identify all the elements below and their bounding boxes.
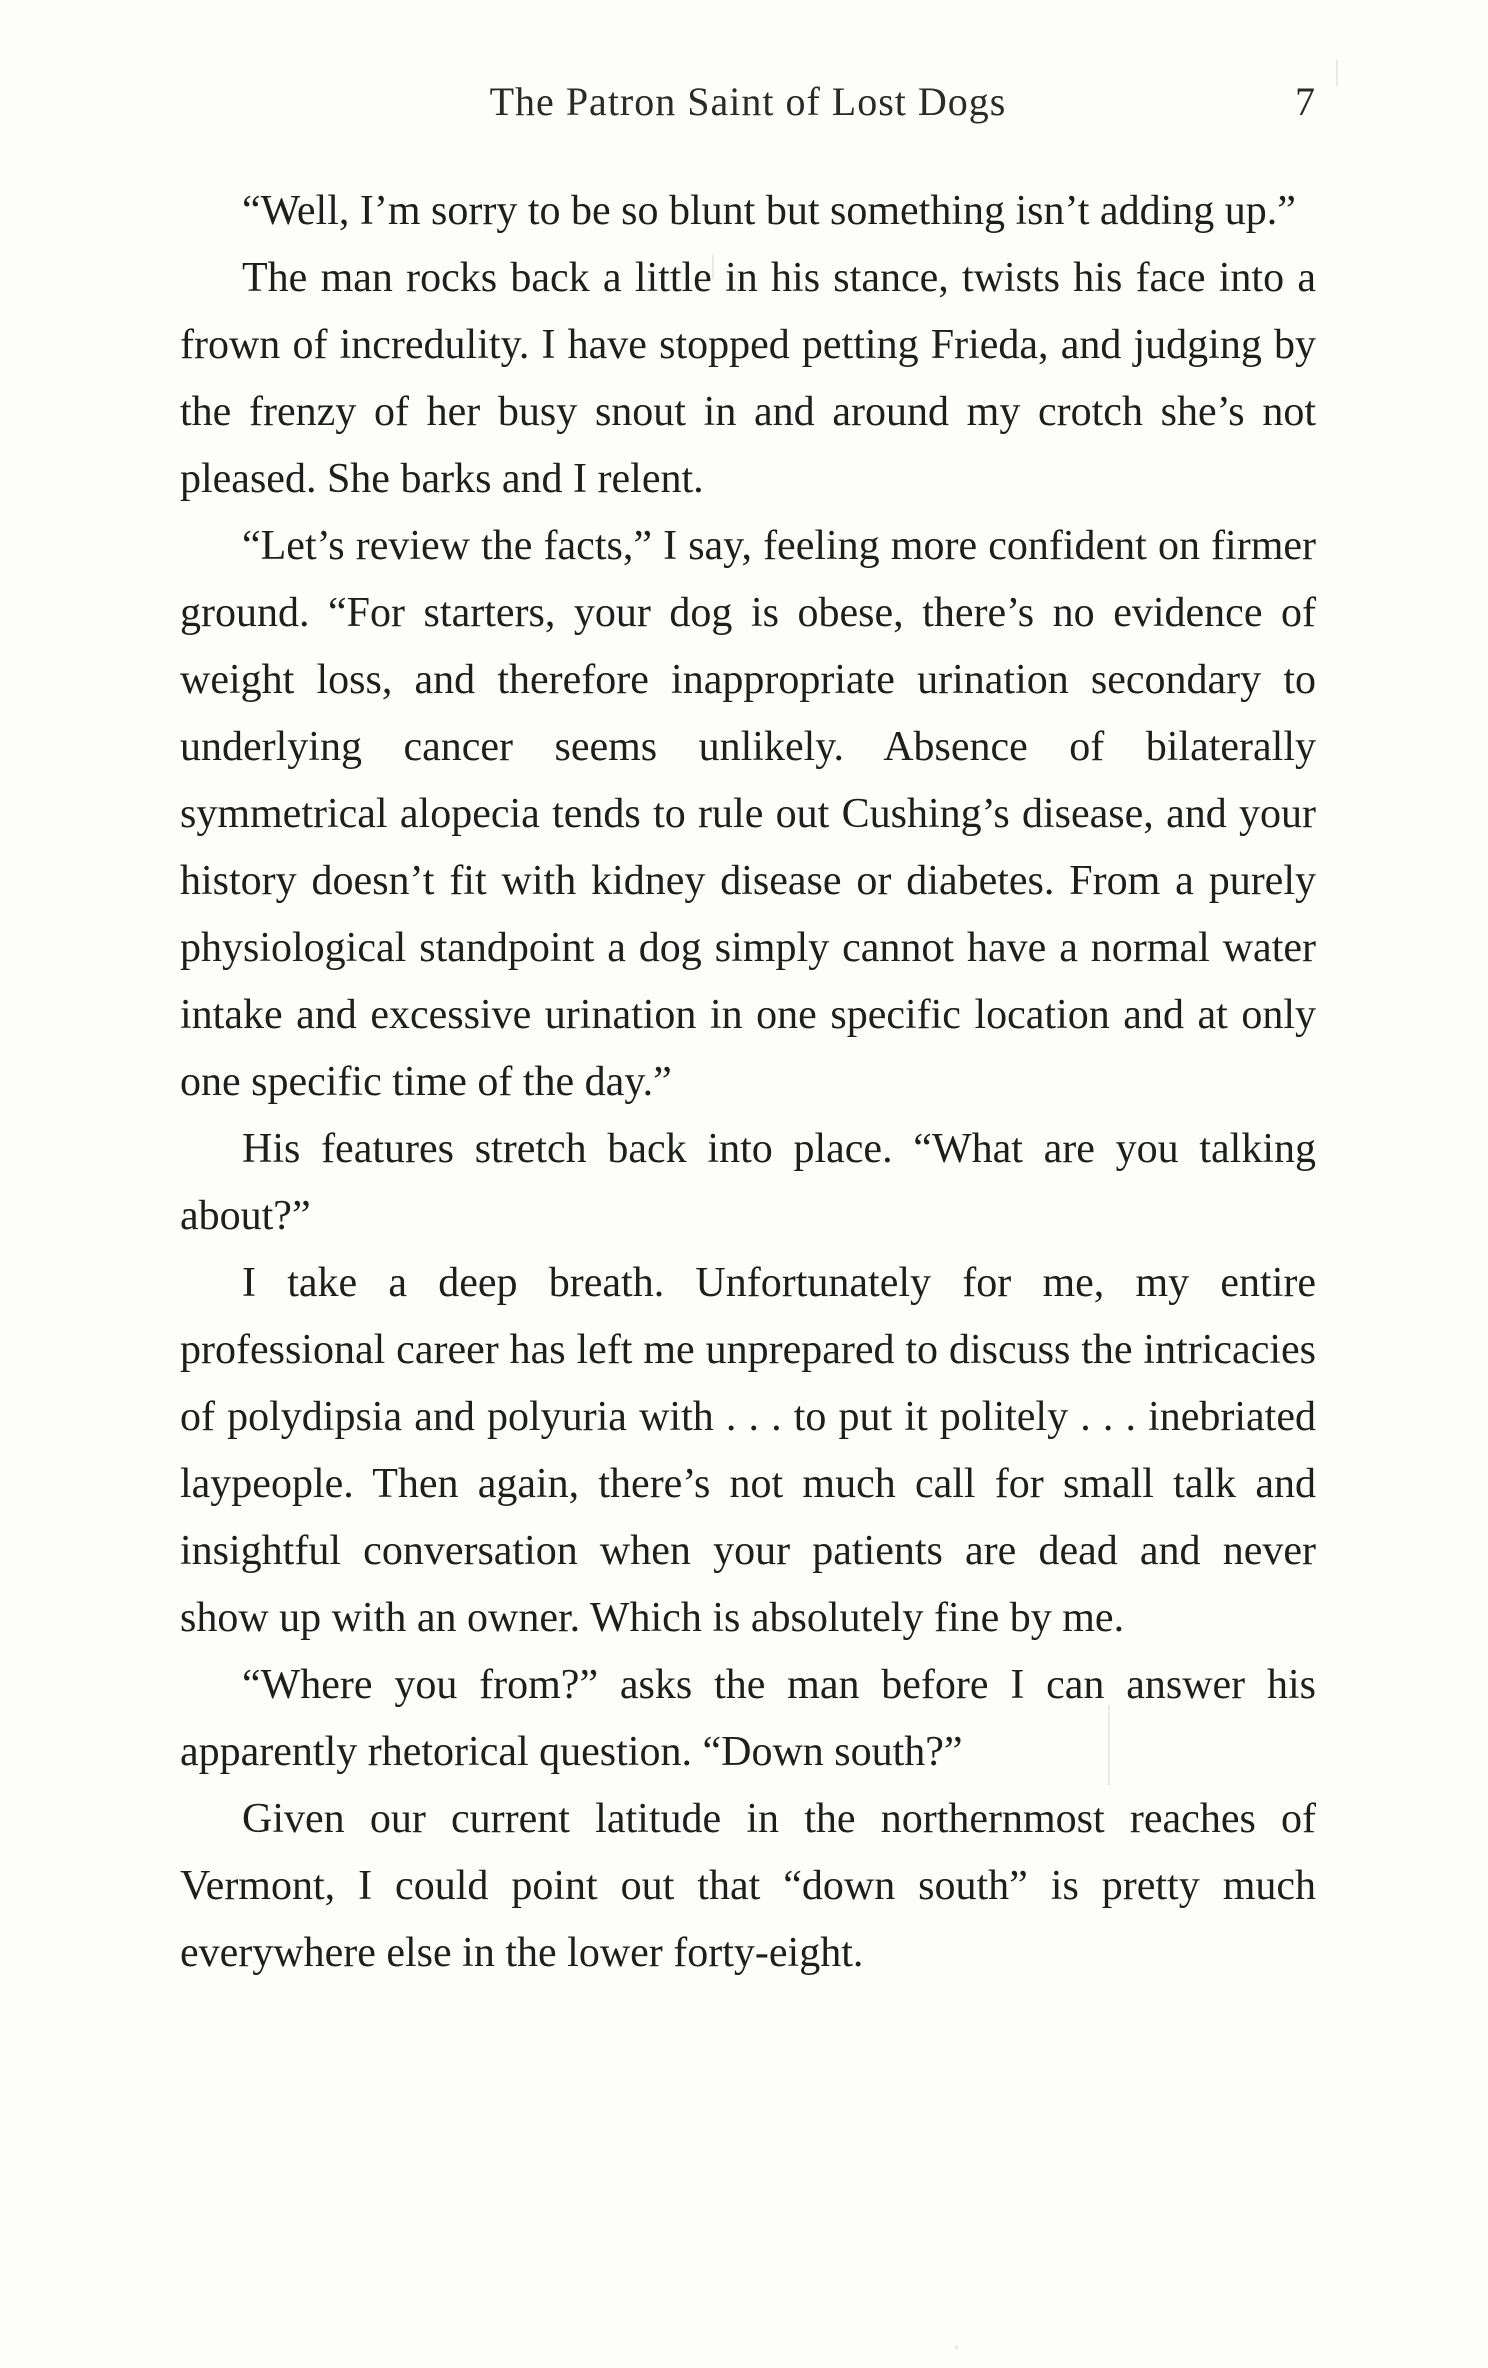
paragraph: His features stretch back into place. “What are you talking about?” — [180, 1126, 1316, 1239]
page-header — [180, 70, 1316, 140]
scan-smudge — [955, 2345, 958, 2349]
paragraph: I take a deep breath. Unfortunately for me, my entire professional career has left me unprepared to discuss the intricacies of polydipsia and polyuria with . . . to put it politely . . . inebriated laypeople. Then again, there’s not much call for small talk and insightful conversation when your patients are dead and never show up with an owner. Which is absolutely fine by me. — [180, 1260, 1316, 1641]
body-text — [180, 178, 1316, 1987]
paragraph: “Well, I’m sorry to be so blunt but something isn’t adding up.” — [242, 188, 1296, 234]
paragraph: “Let’s review the facts,” I say, feeling more confident on firmer ground. “For starters, your dog is obese, there’s no evidence of weight loss, and therefore inappropriate urination secondary to underlying cancer seems unlikely. Absence of bilaterally symmetrical alopecia tends to rule out Cushing’s disease, and your history doesn’t fit with kidney disease or diabetes. From a purely physiological standpoint a dog simply cannot have a normal water intake and excessive urination in one specific location and at only one specific time of the day.” — [180, 523, 1316, 1105]
page-number: 7 — [1295, 79, 1316, 124]
paragraph: “Where you from?” asks the man before I can answer his apparently rhetorical question. “Down south?” — [180, 1662, 1316, 1775]
paragraph: Given our current latitude in the northernmost reaches of Vermont, I could point out that “down south” is pretty much everywhere else in the lower forty-eight. — [180, 1796, 1316, 1976]
scan-smudge — [1336, 60, 1338, 86]
paragraph: The man rocks back a little in his stance, twists his face into a frown of incredulity. I have stopped petting Frieda, and judging by the frenzy of her busy snout in and around my crotch she’s not pleased. She barks and I relent. — [180, 255, 1316, 502]
running-title: The Patron Saint of Lost Dogs — [489, 79, 1007, 124]
